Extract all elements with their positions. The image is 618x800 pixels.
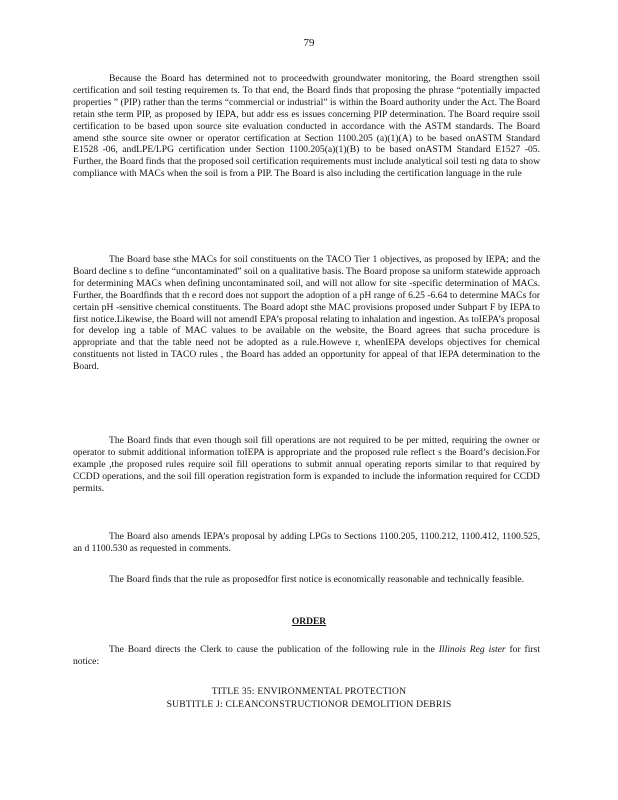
paragraph-mac-constituents: The Board base sthe MACs for soil constituents on the TACO Tier 1 objectives, as proposed by IEPA; and the Board decline s to define “uncontaminated” soil on a qualitative basis. The Board propose sa uniform statewide approach for determining MACs when defining uncontaminated soil, and will not allow for site -specific determination of MACs. Further, the Boardfinds that th e record does not support the adoption of a pH range of 6.25 -6.64 to determine MACs for certain pH -sensitive chemical constituents. The Board adopt sthe MAC provisions proposed under Subpart F by IEPA to first notice.Likewise, the Board will not amendI EPA’s proposal relating to inhalation and ingestion. As toIEPA’s proposal for develop ing a table of MAC values to be available on the website, the Board agrees that sucha procedure is appropriate and that the table need not be adopted as a rule.Howeve r, whenIEPA develops objectives for chemical constituents not listed in TACO rules , the Board has added an opportunity for appeal of that IEPA determination to the Board. [73, 254, 540, 373]
order-heading: ORDER [291, 617, 327, 627]
subtitle-line: SUBTITLE J: CLEANCONSTRUCTIONOR DEMOLITION DEBRIS [166, 699, 452, 710]
paragraph-lpg-amendment: The Board also amends IEPA’s proposal by adding LPGs to Sections 1100.205, 1100.212, 1100.412, 1100.525, an d 1100.530 as requested in comments. [73, 531, 540, 554]
paragraph-soil-certification: Because the Board has determined not to proceedwith groundwater monitoring, the Board strengthen ssoil certification and soil testing requiremen ts. To that end, the Board finds that proposing the phrase “potentially impacted properties ” (PIP) rather than the terms “commercial or industrial” is within the Board authority under the Act. The Board retain sthe term PIP, as proposed by IEPA, but addr ess es issues concerning PIP determination. The Board require ssoil certification to be based upon source site evaluation conducted in accordance with the ASTM standards. The Board amend sthe source site owner or operator certification at Section 1100.205 (a)(1)(A) to be based onASTM Standard E1528 -06, andLPE/LPG certification under Section 1100.205(a)(1)(B) to be based onASTM Standard E1527 -05. Further, the Board finds that the proposed soil certification requirements must include analytical soil testi ng data to show compliance with MACs when the soil is from a PIP. The Board is also including the certification language in the rule [73, 73, 540, 180]
page-number: 79 [303, 37, 315, 49]
title-line: TITLE 35: ENVIRONMENTAL PROTECTION [211, 686, 407, 697]
directive-text: The Board directs the Clerk to cause the publication of the following rule in the [109, 644, 439, 655]
directive-tail: for first notice: [73, 644, 540, 667]
paragraph-economic-finding: The Board finds that the rule as proposedfor first notice is economically reasonable and technically feasible. [109, 574, 525, 585]
paragraph-clerk-directive [73, 644, 540, 668]
illinois-register-italic: Illinois Reg ister [438, 644, 506, 655]
paragraph-soil-fill-operations: The Board finds that even though soil fill operations are not required to be per mitted, requiring the owner or operator to submit additional information toIEPA is appropriate and the proposed rule reflect s the Board’s decision.For example ,the proposed rules require soil fill operations to submit annual operating reports similar to that required by CCDD operations, and the soil fill operation registration form is expanded to include the information required for CCDD permits. [73, 435, 540, 494]
